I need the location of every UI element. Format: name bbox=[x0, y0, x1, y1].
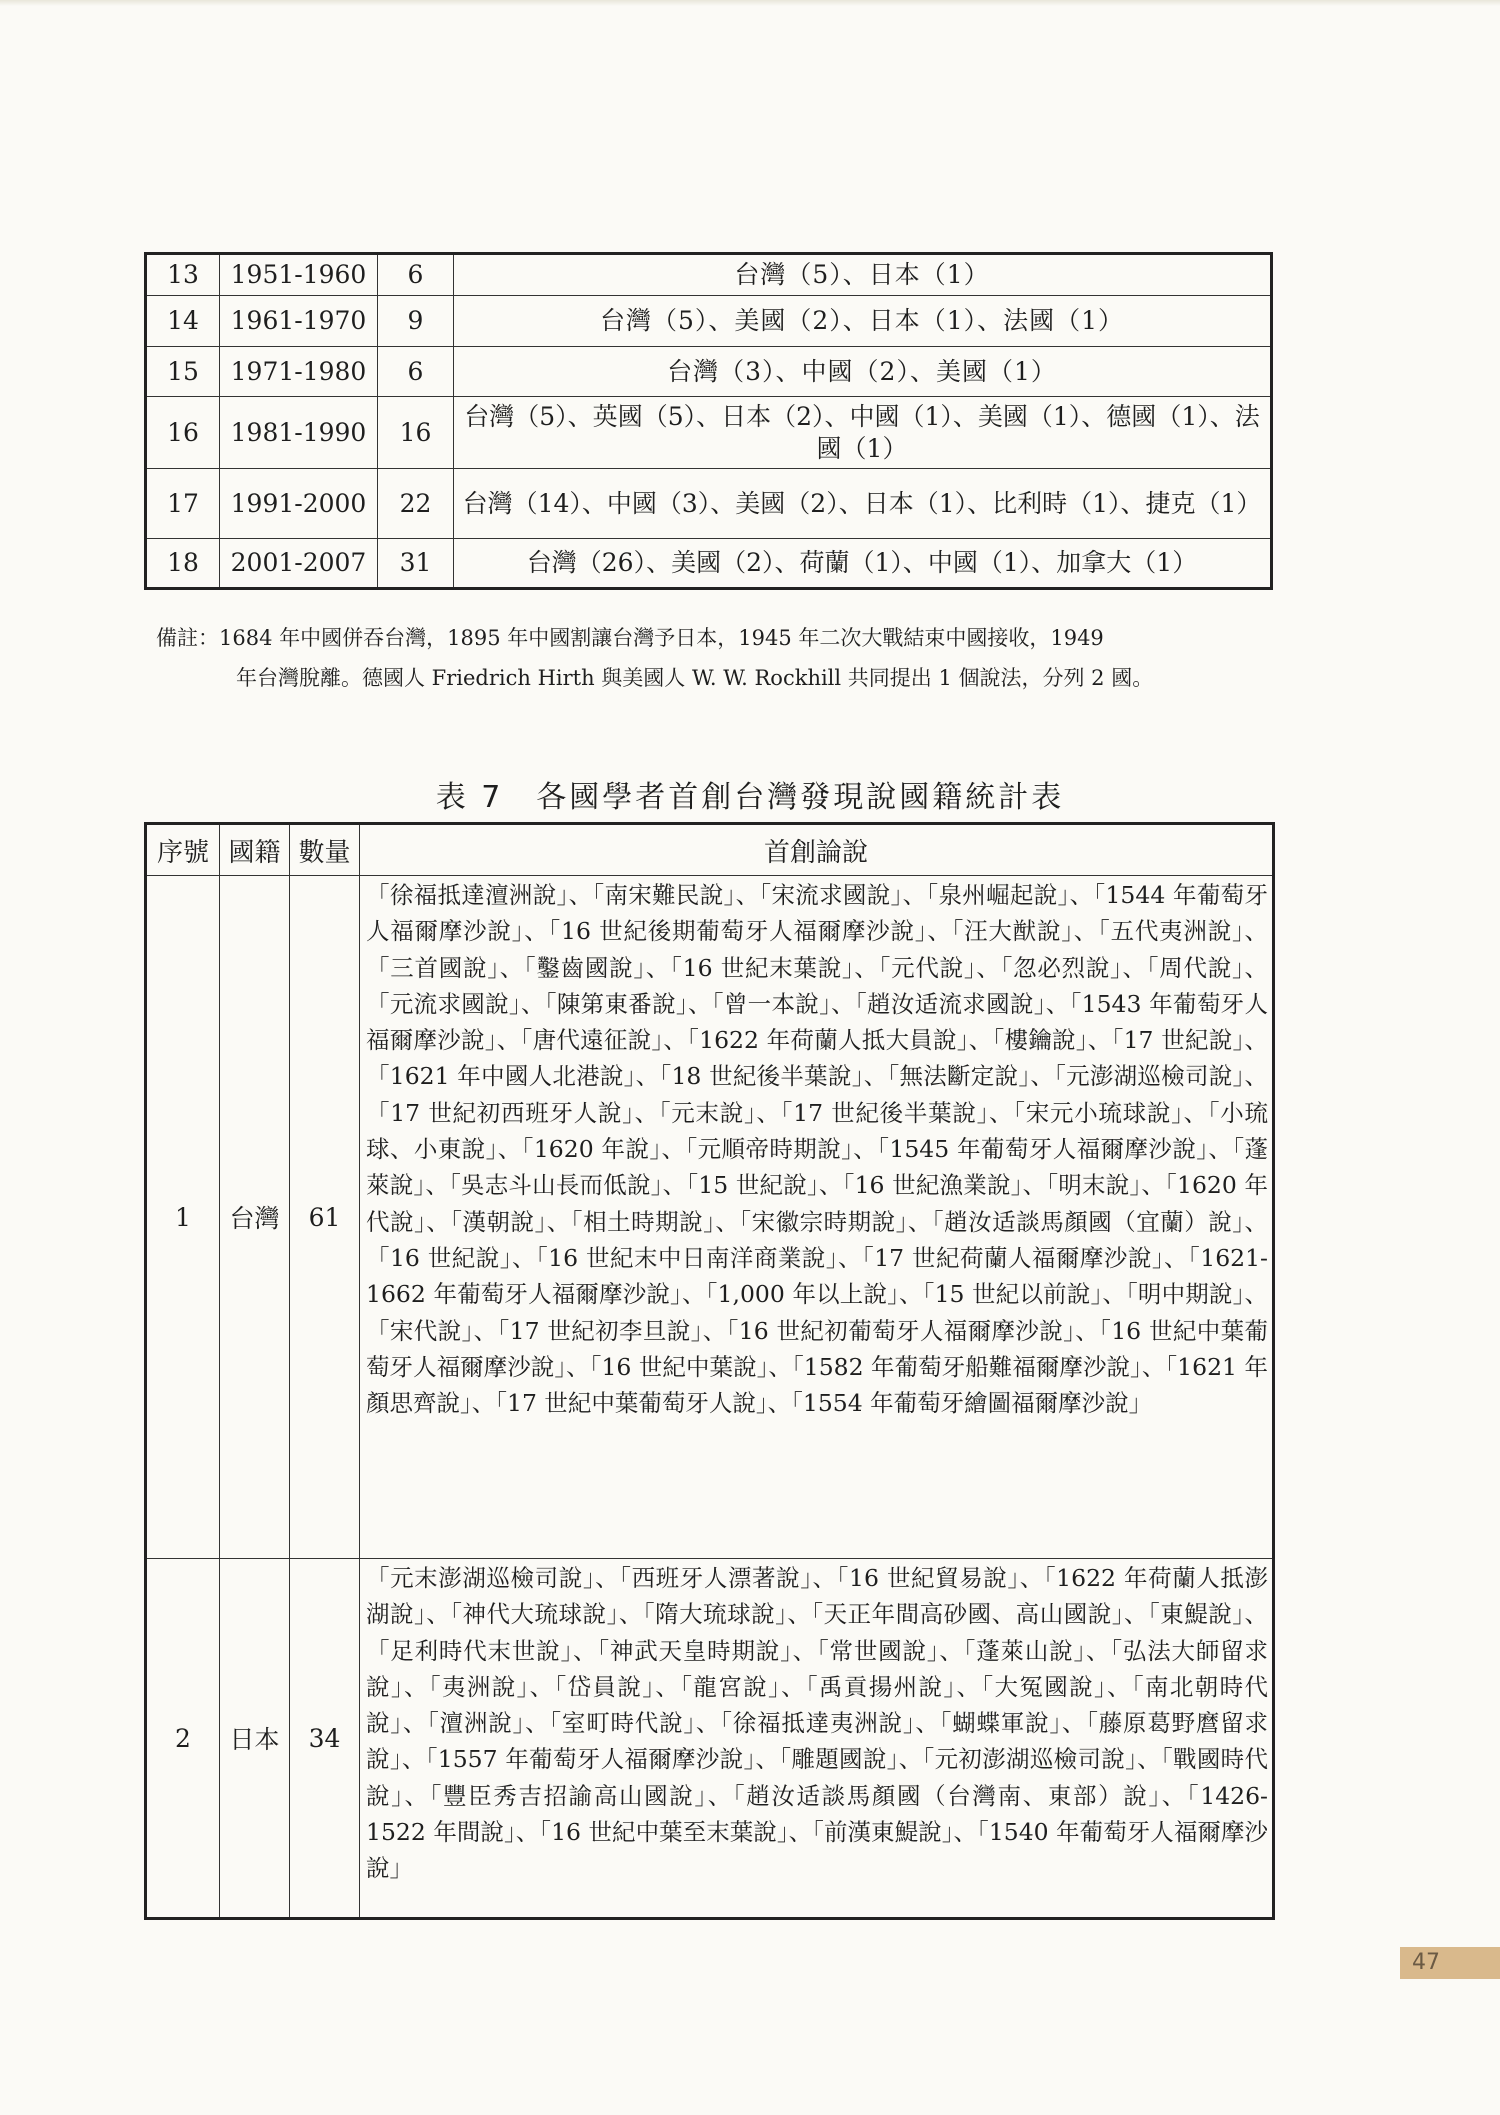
row-number: 13 bbox=[146, 254, 220, 296]
row-countries: 台灣（14）、中國（3）、美國（2）、日本（1）、比利時（1）、捷克（1） bbox=[454, 469, 1272, 539]
row-countries: 台灣（26）、美國（2）、荷蘭（1）、中國（1）、加拿大（1） bbox=[454, 539, 1272, 589]
row-countries: 台灣（5）、日本（1） bbox=[454, 254, 1272, 296]
row-period: 1951-1960 bbox=[220, 254, 378, 296]
table-row bbox=[146, 469, 1272, 539]
footnote-line-2: 年台灣脫離。德國人 Friedrich Hirth 與美國人 W. W. Rockhill 共同提出 1 個說法，分列 2 國。 bbox=[236, 666, 1154, 690]
row-period: 1991-2000 bbox=[220, 469, 378, 539]
row-number: 18 bbox=[146, 539, 220, 589]
table-row bbox=[146, 296, 1272, 347]
table-caption: 表 7 各國學者首創台灣發現說國籍統計表 bbox=[435, 780, 1065, 815]
row-theories: 「元末澎湖巡檢司說」、「西班牙人漂著說」、「16 世紀貿易說」、「1622 年荷蘭人抵澎湖說」、「神代大琉球說」、「隋大琉球說」、「天正年間高砂國、高山國說」、「東鯷說」、「足利時代末世說」、「神武天皇時期說」、「常世國說」、「蓬萊山說」、「弘法大師留求說」、「夷洲說」、「岱員說」、「龍宮說」、「禹貢揚州說」、「大冤國說」、「南北朝時代說」、「澶洲說」、「室町時代說」、「徐福抵達夷洲說」、「蝴蝶軍說」、「藤原葛野麿留求說」、「1557 年葡萄牙人福爾摩沙說」、「雕題國說」、「元初澎湖巡檢司說」、「戰國時代說」、「豐臣秀吉招諭高山國說」、「趙汝适談馬顏國（台灣南、東部）說」、「1426-1522 年間說」、「16 世紀中葉至末葉說」、「前漢東鯷說」、「1540 年葡萄牙人福爾摩沙說」 bbox=[360, 1559, 1274, 1919]
table-footnote bbox=[156, 618, 1272, 698]
row-number: 2 bbox=[146, 1559, 220, 1919]
row-count: 22 bbox=[378, 469, 454, 539]
table-row bbox=[146, 539, 1272, 589]
decade-statistics-table bbox=[144, 252, 1273, 590]
row-country: 日本 bbox=[220, 1559, 290, 1919]
header-number: 序號 bbox=[146, 824, 220, 876]
row-period: 1981-1990 bbox=[220, 397, 378, 469]
row-period: 1971-1980 bbox=[220, 347, 378, 397]
row-number: 15 bbox=[146, 347, 220, 397]
row-theories: 「徐福抵達澶洲說」、「南宋難民說」、「宋流求國說」、「泉州崛起說」、「1544 年葡萄牙人福爾摩沙說」、「16 世紀後期葡萄牙人福爾摩沙說」、「汪大猷說」、「五代夷洲說」、「三首國說」、「鑿齒國說」、「16 世紀末葉說」、「元代說」、「忽必烈說」、「周代說」、「元流求國說」、「陳第東番說」、「曾一本說」、「趙汝适流求國說」、「1543 年葡萄牙人福爾摩沙說」、「唐代遠征說」、「1622 年荷蘭人抵大員說」、「樓鑰說」、「17 世紀說」、「1621 年中國人北港說」、「18 世紀後半葉說」、「無法斷定說」、「元澎湖巡檢司說」、「17 世紀初西班牙人說」、「元末說」、「17 世紀後半葉說」、「宋元小琉球說」、「小琉球、小東說」、「1620 年說」、「元順帝時期說」、「1545 年葡萄牙人福爾摩沙說」、「蓬萊說」、「吳志斗山長而低說」、「15 世紀說」、「16 世紀漁業說」、「明末說」、「1620 年代說」、「漢朝說」、「相土時期說」、「宋徽宗時期說」、「趙汝适談馬顏國（宜蘭）說」、「16 世紀說」、「16 世紀末中日南洋商業說」、「17 世紀荷蘭人福爾摩沙說」、「1621-1662 年葡萄牙人福爾摩沙說」、「1,000 年以上說」、「15 世紀以前說」、「明中期說」、「宋代說」、「17 世紀初李旦說」、「16 世紀初葡萄牙人福爾摩沙說」、「16 世紀中葉葡萄牙人福爾摩沙說」、「16 世紀中葉說」、「1582 年葡萄牙船難福爾摩沙說」、「1621 年顏思齊說」、「17 世紀中葉葡萄牙人說」、「1554 年葡萄牙繪圖福爾摩沙說」 bbox=[360, 876, 1274, 1559]
row-number: 16 bbox=[146, 397, 220, 469]
page-top-edge bbox=[0, 0, 1500, 6]
row-count: 61 bbox=[290, 876, 360, 1559]
table-row bbox=[146, 876, 1274, 1559]
row-countries: 台灣（5）、美國（2）、日本（1）、法國（1） bbox=[454, 296, 1272, 347]
table-row bbox=[146, 1559, 1274, 1919]
page-number: 47 bbox=[1400, 1947, 1500, 1979]
row-count: 31 bbox=[378, 539, 454, 589]
row-number: 1 bbox=[146, 876, 220, 1559]
row-count: 16 bbox=[378, 397, 454, 469]
row-number: 14 bbox=[146, 296, 220, 347]
row-count: 34 bbox=[290, 1559, 360, 1919]
row-number: 17 bbox=[146, 469, 220, 539]
row-count: 6 bbox=[378, 347, 454, 397]
header-country: 國籍 bbox=[220, 824, 290, 876]
footnote-line-1: 備註：1684 年中國併吞台灣，1895 年中國割讓台灣予日本，1945 年二次大戰結束中國接收，1949 bbox=[156, 626, 1104, 650]
row-countries: 台灣（5）、英國（5）、日本（2）、中國（1）、美國（1）、德國（1）、法國（1） bbox=[454, 397, 1272, 469]
table-row bbox=[146, 397, 1272, 469]
table-row bbox=[146, 347, 1272, 397]
table-header-row bbox=[146, 824, 1274, 876]
origin-theories-table bbox=[144, 822, 1275, 1920]
row-countries: 台灣（3）、中國（2）、美國（1） bbox=[454, 347, 1272, 397]
row-count: 9 bbox=[378, 296, 454, 347]
row-period: 1961-1970 bbox=[220, 296, 378, 347]
row-country: 台灣 bbox=[220, 876, 290, 1559]
table-row bbox=[146, 254, 1272, 296]
row-count: 6 bbox=[378, 254, 454, 296]
header-theories: 首創論說 bbox=[360, 824, 1274, 876]
header-count: 數量 bbox=[290, 824, 360, 876]
row-period: 2001-2007 bbox=[220, 539, 378, 589]
